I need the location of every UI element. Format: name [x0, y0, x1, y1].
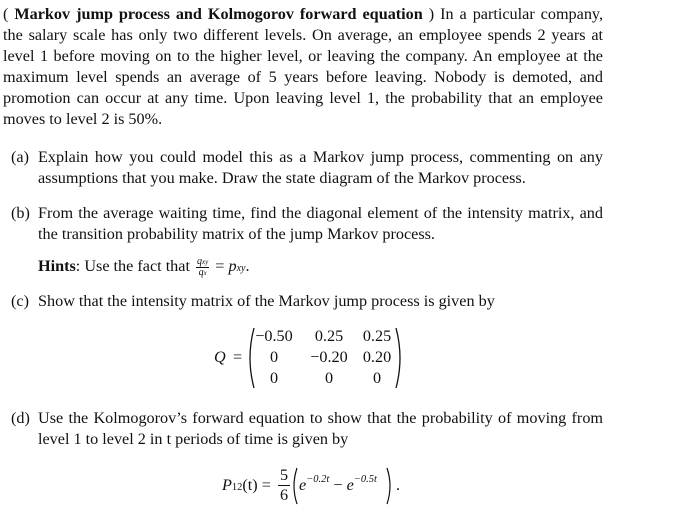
- part-a-label: (a): [11, 148, 29, 166]
- formula-frac-den: 6: [279, 486, 289, 504]
- formula-e1-base: e: [299, 476, 307, 494]
- formula-e1-exp: −0.2t: [306, 474, 330, 485]
- problem-title: Markov jump process and Kolmogorov forward equation: [14, 5, 423, 23]
- hint-label: Hints: [38, 257, 76, 275]
- matrix-cell: 0.25: [362, 327, 392, 345]
- hint-rhs: p: [228, 257, 237, 275]
- part-b: [11, 203, 603, 246]
- matrix-lhs: Q: [214, 348, 226, 366]
- part-a: [11, 147, 603, 190]
- hint-eq: =: [211, 257, 229, 275]
- formula-left-paren: [294, 468, 297, 504]
- hint-text: : Use the fact that: [75, 257, 190, 275]
- problem-intro: [3, 4, 603, 131]
- matrix-cell: 0: [372, 369, 382, 387]
- matrix-cell: 0.25: [314, 327, 344, 345]
- formula-e2-base: e: [346, 476, 354, 494]
- hint-line: [38, 255, 250, 280]
- formula-lhs-p: P: [222, 476, 232, 494]
- matrix-cell: 0.20: [362, 348, 392, 366]
- matrix-body: [248, 327, 404, 391]
- hint-frac-den: q: [198, 266, 204, 278]
- part-b-label: (b): [11, 204, 30, 222]
- matrix-cell: −0.50: [255, 327, 293, 345]
- formula-lhs: [222, 476, 271, 495]
- formula-end: .: [396, 476, 401, 494]
- matrix-cell: 0: [269, 348, 279, 366]
- matrix-cell: 0: [324, 369, 334, 387]
- formula-frac-num: 5: [279, 466, 289, 484]
- part-d-label: (d): [11, 409, 30, 427]
- hint-frac-den-sub: x: [203, 268, 207, 277]
- formula-lhs-arg: (t) =: [242, 476, 271, 494]
- formula-minus: −: [329, 476, 347, 494]
- part-c-text: Show that the intensity matrix of the Markov jump process is given by: [38, 292, 495, 310]
- intro-text: ) In a particular company, the salary scale has only two different levels. On average, an employee spends 2 years at level 1 before moving on to the higher level, or leaving the company. An employee at the maximum level spends an average of 5 years before leaving. Nobody is demoted, and promotion can occur at any time. Upon leaving level 1, the probability that an employee moves to level 2 is 50%.: [3, 5, 604, 129]
- matrix-cell: 0: [269, 369, 279, 387]
- formula-fraction: [278, 466, 290, 505]
- matrix-cell: −0.20: [310, 348, 348, 366]
- part-a-text: Explain how you could model this as a Markov jump process, commenting on any assumptions that you make. Draw the state diagram of the Markov process.: [38, 148, 603, 188]
- formula-e2-exp: −0.5t: [353, 474, 377, 485]
- intro-open-paren: (: [3, 5, 15, 23]
- formula-lhs-sub: 12: [231, 482, 243, 493]
- formula-body: [299, 476, 377, 495]
- hint-frac-num-sub: xy: [202, 257, 209, 266]
- hint-end: .: [245, 257, 250, 275]
- matrix-eq: =: [233, 348, 243, 366]
- hint-frac-num: q: [197, 255, 203, 267]
- part-d-text: Use the Kolmogorov’s forward equation to show that the probability of moving from level 1 to level 2 in t periods of time is given by: [38, 409, 603, 449]
- formula-right-paren: [387, 468, 390, 504]
- hint-rhs-sub: xy: [236, 263, 246, 274]
- part-b-text: From the average waiting time, find the diagonal element of the intensity matrix, and the transition probability matrix of the jump Markov process.: [38, 204, 603, 244]
- hint-fraction: [196, 257, 209, 278]
- part-c-label: (c): [11, 292, 29, 310]
- part-d: [11, 408, 603, 451]
- part-c: [11, 291, 603, 312]
